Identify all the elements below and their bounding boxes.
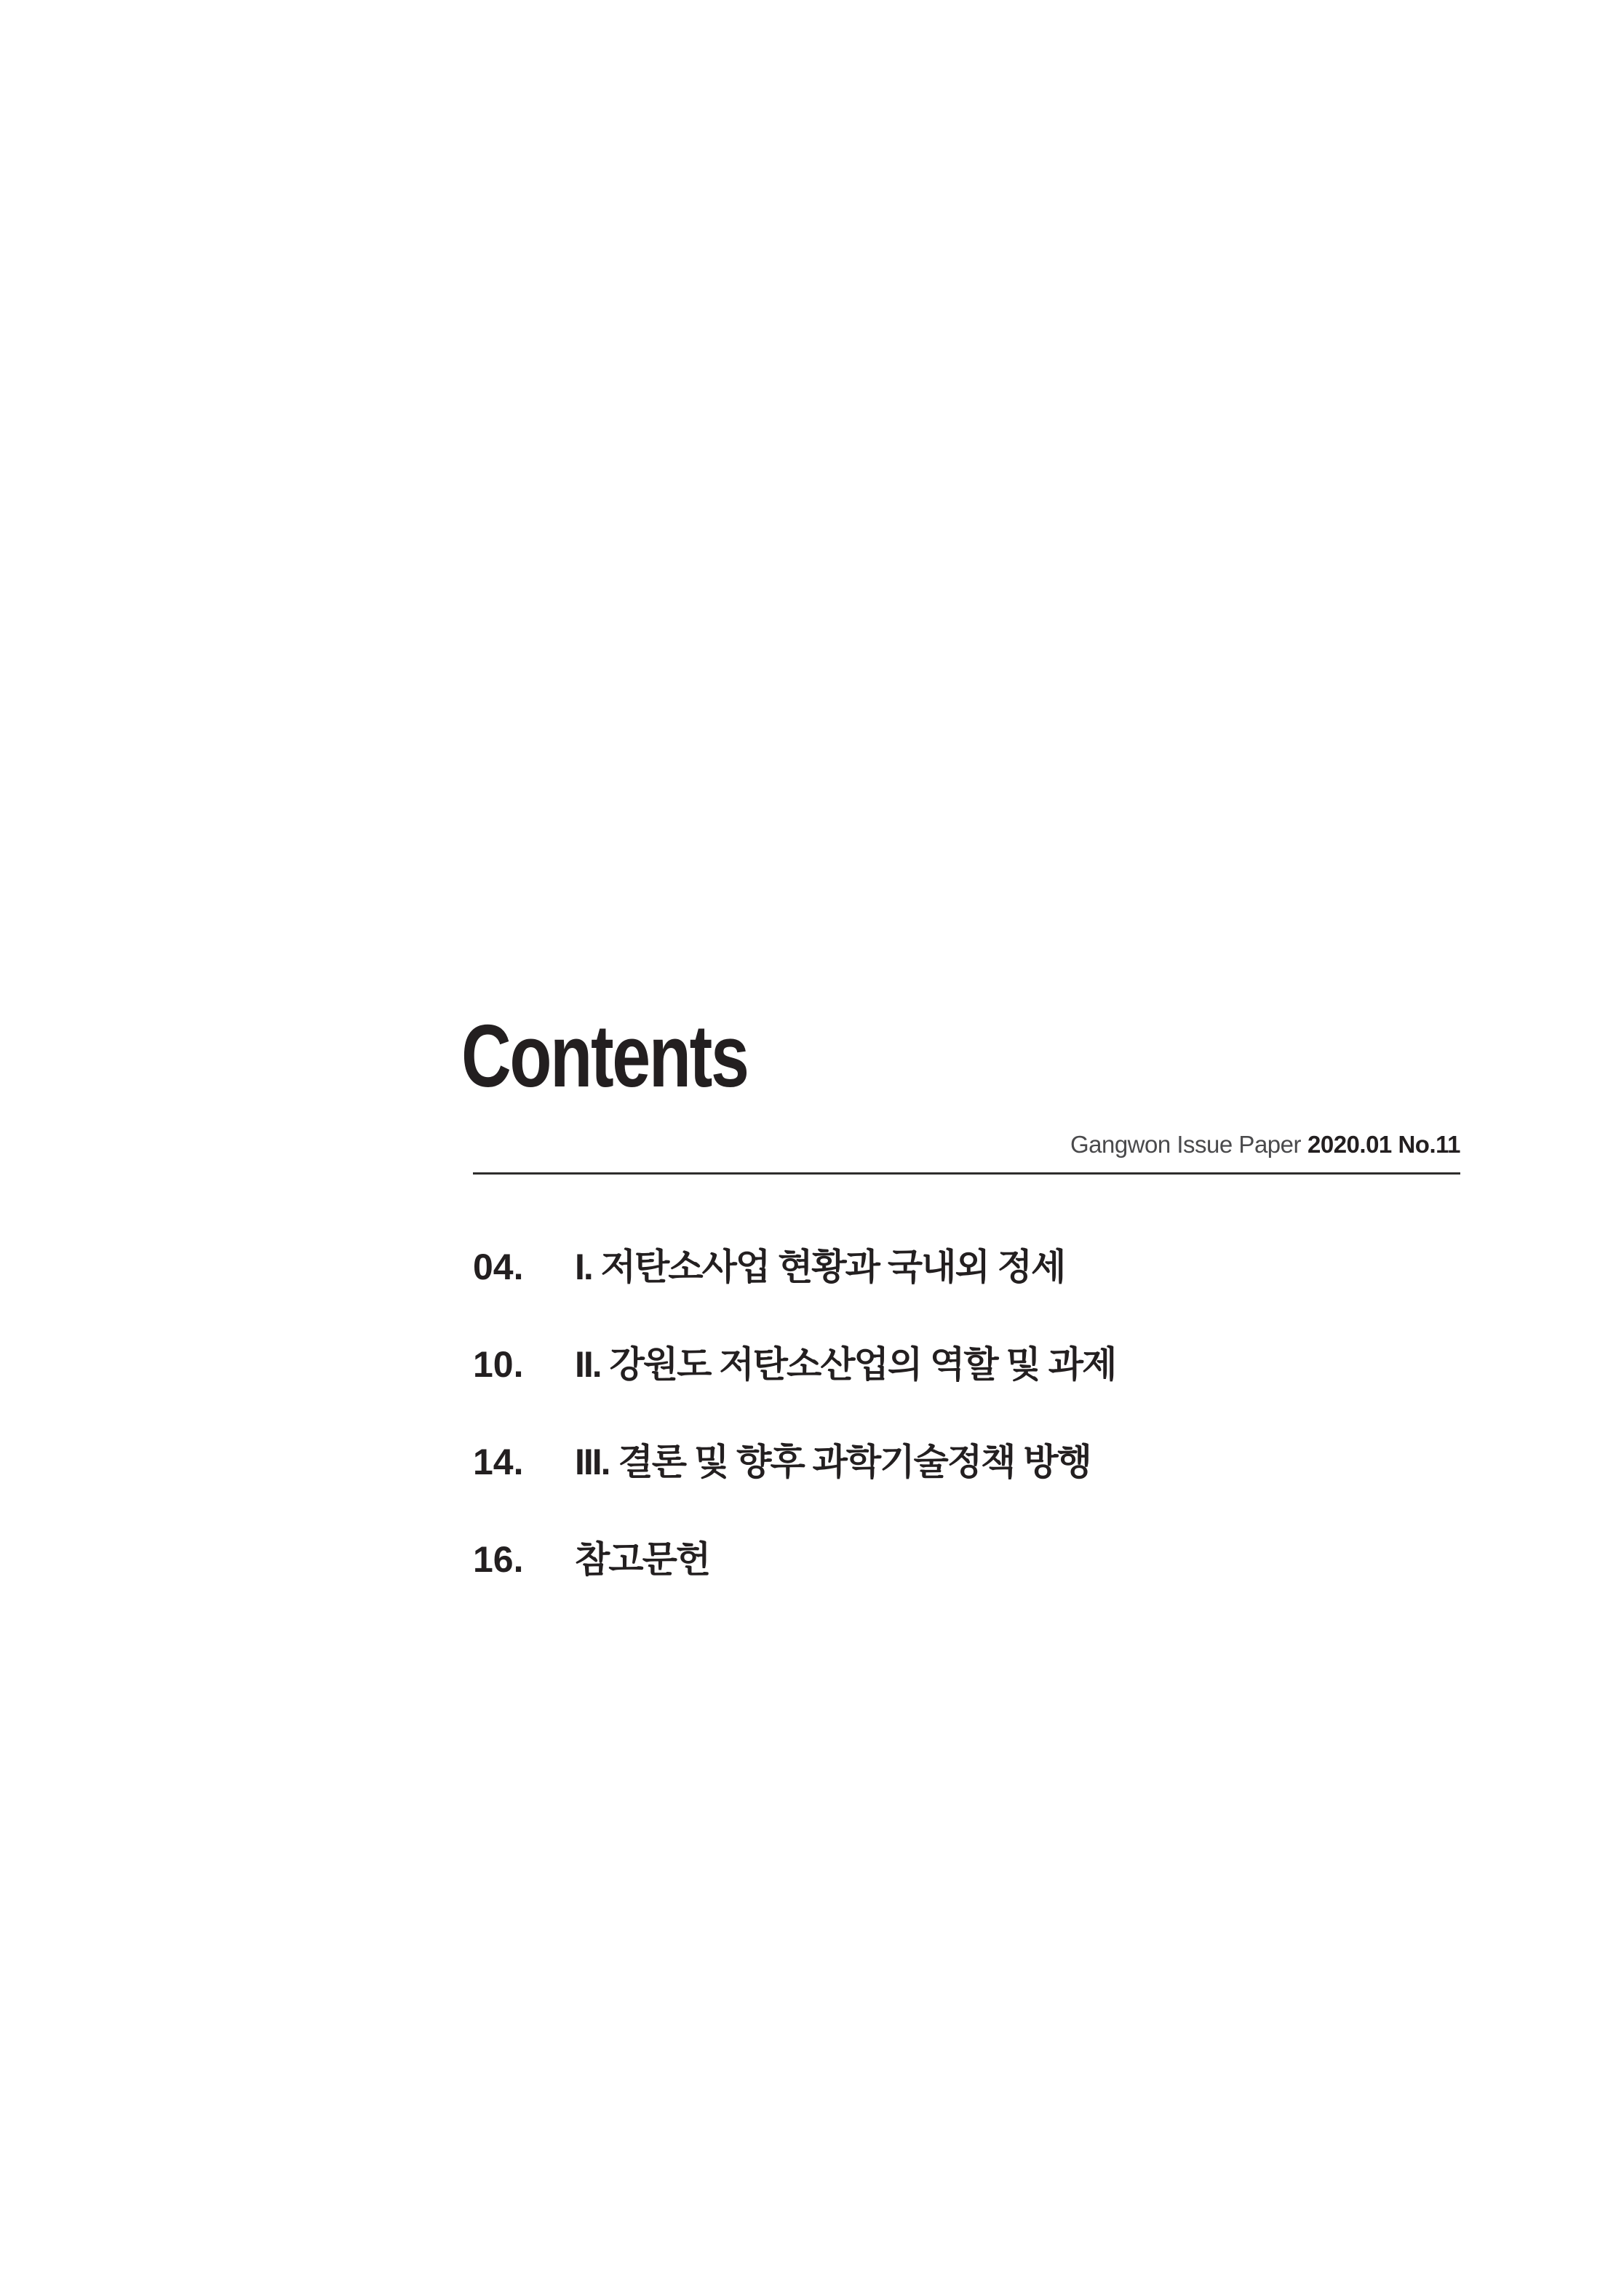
- toc-entry: [473, 1444, 1091, 1480]
- divider-line: [473, 1172, 1460, 1175]
- issue-meta-number: 2020.01 No.11: [1307, 1131, 1460, 1158]
- toc-entry-title: I. 저탄소사업 현황과 국내외 정세: [575, 1247, 1065, 1287]
- toc-entry-title: 참고문헌: [575, 1539, 710, 1580]
- page-title: Contents: [461, 1006, 748, 1105]
- toc-entry: [473, 1249, 1064, 1285]
- toc-entry: [473, 1346, 1115, 1383]
- toc-entry: [473, 1541, 709, 1578]
- toc-page-number: 04.: [473, 1247, 524, 1287]
- toc-page-number: 14.: [473, 1442, 524, 1482]
- toc-entry-title: III. 결론 및 향후 과학기술정책 방행: [575, 1442, 1091, 1482]
- toc-page-number: 16.: [473, 1539, 524, 1580]
- issue-meta-label: Gangwon Issue Paper: [1070, 1131, 1301, 1158]
- toc-entry-title: II. 강원도 저탄소산업의 역할 및 과제: [575, 1344, 1116, 1385]
- toc-page-number: 10.: [473, 1344, 524, 1385]
- issue-meta: [1070, 1132, 1460, 1156]
